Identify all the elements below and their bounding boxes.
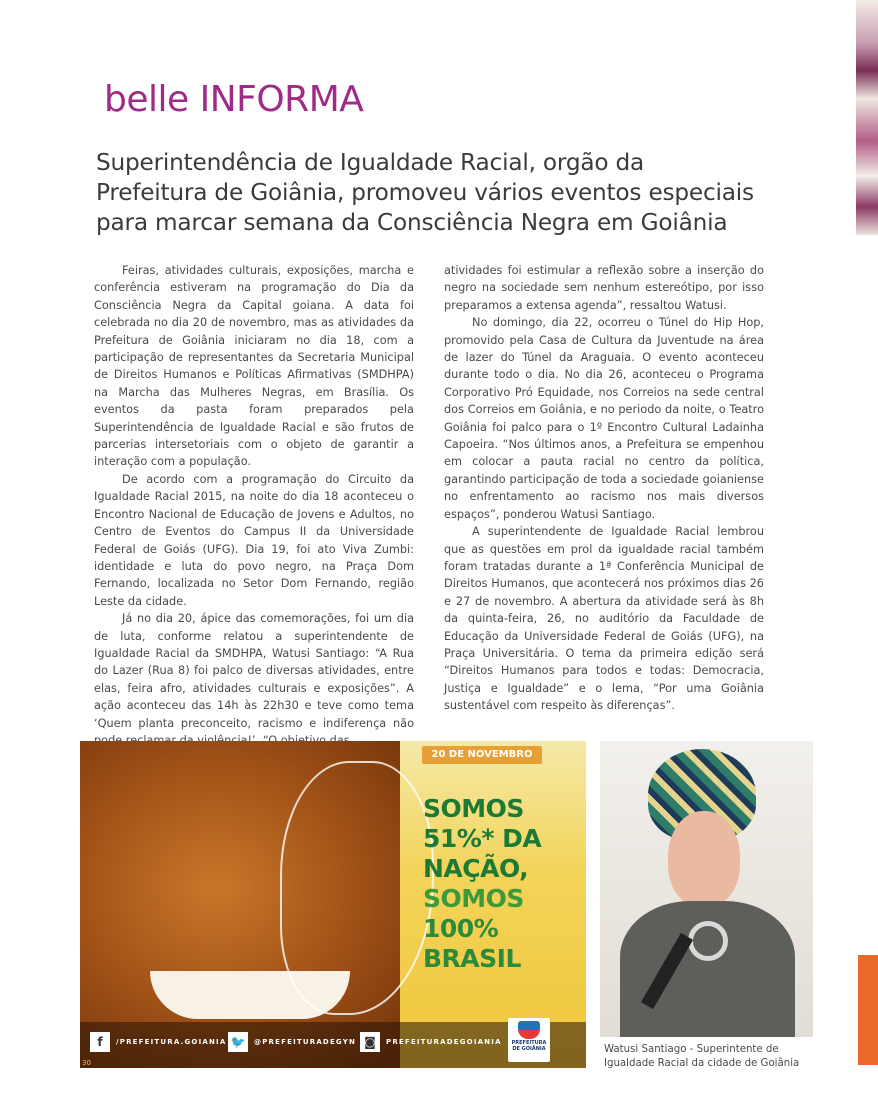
instagram-icon: ◙ [360, 1032, 380, 1052]
article-column-left [94, 262, 414, 749]
decorative-pattern-strip [856, 0, 878, 235]
prefeitura-logo [508, 1018, 550, 1062]
slogan-line: NAÇÃO, [423, 854, 529, 883]
campaign-slogan [423, 794, 541, 974]
slogan-line: 100% [423, 914, 499, 943]
article-paragraph: Feiras, atividades culturais, exposições, marcha e conferência estiveram na programação do Dia da Consciência Negra da Capital goiana. A data foi celebrada no dia 20 de novembro, mas as atividades da Prefeitura de Goiânia iniciaram no dia 18, com a participação de representantes da Secretaria Municipal de Direitos Humanos e Políticas Afirmativas (SMDHPA) na Marcha das Mulheres Negras, em Brasília. Os eventos da pasta foram preparados pela Superintendência de Igualdade Racial e são frutos de parcerias intersetoriais com o objeto de garantir a interação com a população. [94, 264, 414, 469]
date-badge: 20 DE NOVEMBRO [422, 746, 542, 764]
face-shape [668, 811, 740, 907]
article-headline: Superintendência de Igualdade Racial, orgão da Prefeitura de Goiânia, promoveu vários eventos especiais para marcar semana da Consciência Negra em Goiânia [96, 149, 754, 236]
article-column-right [444, 262, 764, 715]
instagram-handle: PREFEITURADEGOIANIA [386, 1038, 502, 1046]
slogan-line: 51%* DA [423, 824, 542, 853]
facebook-handle: /PREFEITURA.GOIANIA [116, 1038, 227, 1046]
orange-side-tab [858, 955, 878, 1065]
twitter-icon: 🐦 [228, 1032, 248, 1052]
twitter-handle: @PREFEITURADEGYN [254, 1038, 357, 1046]
article-paragraph: atividades foi estimular a reflexão sobre a inserção do negro na sociedade sem nenhum estereótipo, por isso preparamos a extensa agenda”, ressaltou Watusi. [444, 264, 764, 312]
logo-text: PREFEITURA DE GOIÂNIA [511, 1040, 547, 1052]
photo-caption: Watusi Santiago - Superintente de Igualdade Racial da cidade de Goiânia [604, 1044, 800, 1069]
slogan-line: BRASIL [423, 944, 521, 973]
slogan-line: SOMOS [423, 884, 524, 913]
article-paragraph: Já no dia 20, ápice das comemorações, foi um dia de luta, conforme relatou a superintendente de Igualdade Racial da SMDHPA, Watusi Santiago: “A Rua do Lazer (Rua 8) foi palco de diversas atividades, entre elas, feira afro, atividades culturais e exposições”. A ação aconteceu das 14h às 22h30 e teve como tema ‘Quem planta preconceito, racismo e indiferença não [94, 612, 414, 730]
city-crest-icon [518, 1021, 540, 1039]
article-paragraph: A superintendente de Igualdade Racial lembrou que as questões em prol da igualdade racial também foram tratadas durante a 1ª Conferência Municipal de Direitos Humanos, que acontecerá nos próximos dias 26 e 27 de novembro. A abertura da atividade será às 8h da quinta-feira, 26, no auditório da Faculdade de Educação da Universidade Federal de Goiás (UFG), na Praça Universitária. O tema da primeira edição será “Direitos Humanos para todos e todas: Democracia, Justiça e Igualdade” e o lema, “Por uma Goiânia sustentável com respeito às diferenças”. [444, 525, 764, 713]
instagram-link[interactable] [360, 1032, 502, 1052]
section-label: belle INFORMA [104, 79, 364, 120]
portrait-photo [600, 741, 813, 1037]
facebook-link[interactable] [90, 1032, 226, 1052]
twitter-link[interactable] [228, 1032, 356, 1052]
facebook-icon: f [90, 1032, 110, 1052]
article-paragraph: De acordo com a programação do Circuito da Igualdade Racial 2015, na noite do dia 18 aconteceu o Encontro Nacional de Educação de Jovens e Adultos, no Centro de Eventos do Campus II da Universidade Federal de Goiás (UFG). Dia 19, foi ato Viva Zumbi: identidade e luta do povo negro, na Praça Dom Fernando, localizada no Setor Dom Fernando, região Leste da cidade. [94, 472, 414, 608]
campaign-banner [80, 741, 586, 1068]
article-paragraph: No domingo, dia 22, ocorreu o Túnel do Hip Hop, promovido pela Casa de Cultura da Juventude na área de lazer do Túnel da Araguaia. O evento aconteceu durante todo o dia. No dia 26, aconteceu o Programa Corporativo Pró Equidade, nos Correios na sede central dos Correios em Goiânia, e no periodo da noite, o Teatro Goiânia foi palco para o 1º Encontro Cultural Ladainha Capoeira. “Nos últimos anos, a Prefeitura se empenhou em colocar a pauta racial no centro da política, garantindo participação de toda a sociedade goianiense no enfrentamento ao racismo nos mais diversos espaços”, ponderou Watusi Santiago. [444, 316, 764, 521]
page-number: 30 [82, 1059, 91, 1067]
slogan-line: SOMOS [423, 794, 524, 823]
necklace-shape [688, 921, 728, 961]
